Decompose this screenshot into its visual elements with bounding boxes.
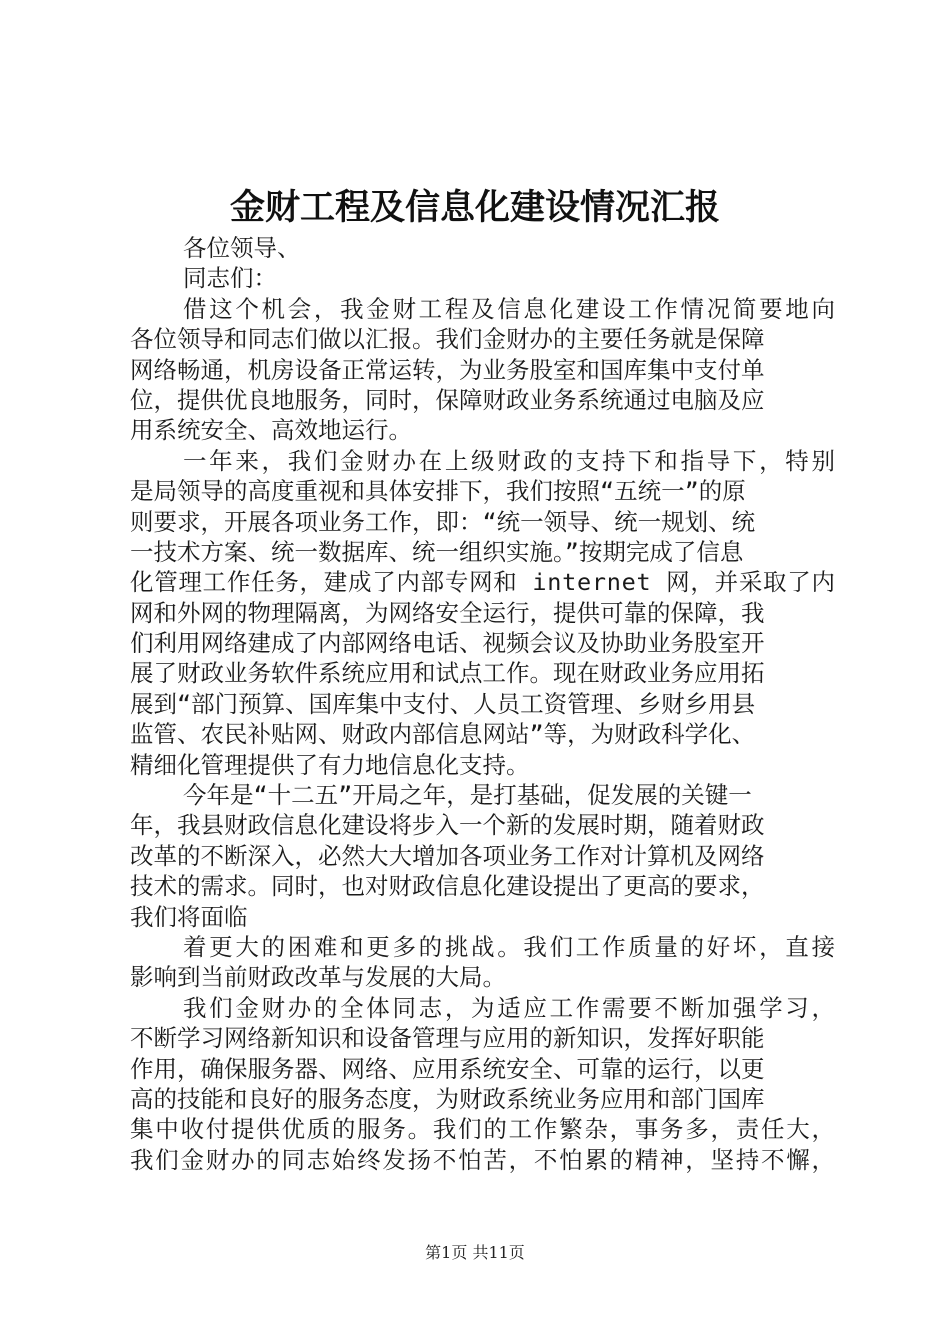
- body-line: 一技术方案、统一数据库、统一组织实施。”按期完成了信息: [130, 537, 744, 566]
- body-line: 改革的不断深入，必然大大增加各项业务工作对计算机及网络: [130, 841, 765, 870]
- body-line: 着更大的困难和更多的挑战。我们工作质量的好坏，直接: [183, 932, 838, 961]
- body-line: 网络畅通，机房设备正常运转，为业务股室和国库集中支付单: [130, 355, 765, 384]
- body-line: 影响到当前财政改革与发展的大局。: [130, 963, 506, 992]
- document-body: [130, 233, 838, 1175]
- body-line: 今年是“十二五”开局之年，是打基础，促发展的关键一: [183, 781, 752, 810]
- body-line: 我们金财办的同志始终发扬不怕苦，不怕累的精神，坚持不懈，: [130, 1145, 837, 1174]
- body-line: 借这个机会，我金财工程及信息化建设工作情况简要地向: [183, 294, 838, 323]
- body-line: 高的技能和良好的服务态度，为财政系统业务应用和部门国库: [130, 1084, 765, 1113]
- body-line: 各位领导、: [183, 234, 301, 262]
- body-line: 一年来，我们金财办在上级财政的支持下和指导下，特别: [183, 446, 838, 475]
- body-line: 监管、农民补贴网、财政内部信息网站”等，为财政科学化、: [130, 720, 756, 749]
- body-line: 网和外网的物理隔离，为网络安全运行，提供可靠的保障，我: [130, 598, 765, 627]
- body-line: 展到“部门预算、国库集中支付、人员工资管理、乡财乡用县: [130, 689, 756, 718]
- body-line: 用系统安全、高效地运行。: [130, 416, 412, 445]
- body-line: 年，我县财政信息化建设将步入一个新的发展时期，随着财政: [130, 811, 765, 840]
- body-line: 展了财政业务软件系统应用和试点工作。现在财政业务应用拓: [130, 659, 765, 688]
- body-line: 同志们：: [183, 264, 277, 293]
- body-line: 我们将面临: [130, 902, 248, 931]
- document-title: 金财工程及信息化建设情况汇报: [229, 187, 720, 228]
- body-line: 作用，确保服务器、网络、应用系统安全、可靠的运行，以更: [130, 1054, 765, 1083]
- body-line: 不断学习网络新知识和设备管理与应用的新知识，发挥好职能: [130, 1024, 765, 1053]
- body-line: 各位领导和同志们做以汇报。我们金财办的主要任务就是保障: [130, 325, 765, 354]
- page-footer: 第1页 共11页: [425, 1243, 525, 1262]
- body-line: 我们金财办的全体同志，为适应工作需要不断加强学习，: [183, 993, 838, 1022]
- body-line: 是局领导的高度重视和具体安排下，我们按照“五统一”的原: [130, 477, 746, 506]
- body-line: 技术的需求。同时，也对财政信息化建设提出了更高的要求，: [130, 872, 765, 901]
- body-line: 精细化管理提供了有力地信息化支持。: [130, 750, 530, 779]
- body-line: 位，提供优良地服务，同时，保障财政业务系统通过电脑及应: [130, 385, 765, 414]
- body-line: 则要求，开展各项业务工作，即：“统一领导、统一规划、统: [130, 507, 756, 536]
- body-line: 集中收付提供优质的服务。我们的工作繁杂，事务多，责任大，: [130, 1115, 837, 1144]
- body-line: 化管理工作任务，建成了内部专网和 internet 网，并采取了内: [130, 568, 836, 597]
- body-line: 们利用网络建成了内部网络电话、视频会议及协助业务股室开: [130, 629, 765, 658]
